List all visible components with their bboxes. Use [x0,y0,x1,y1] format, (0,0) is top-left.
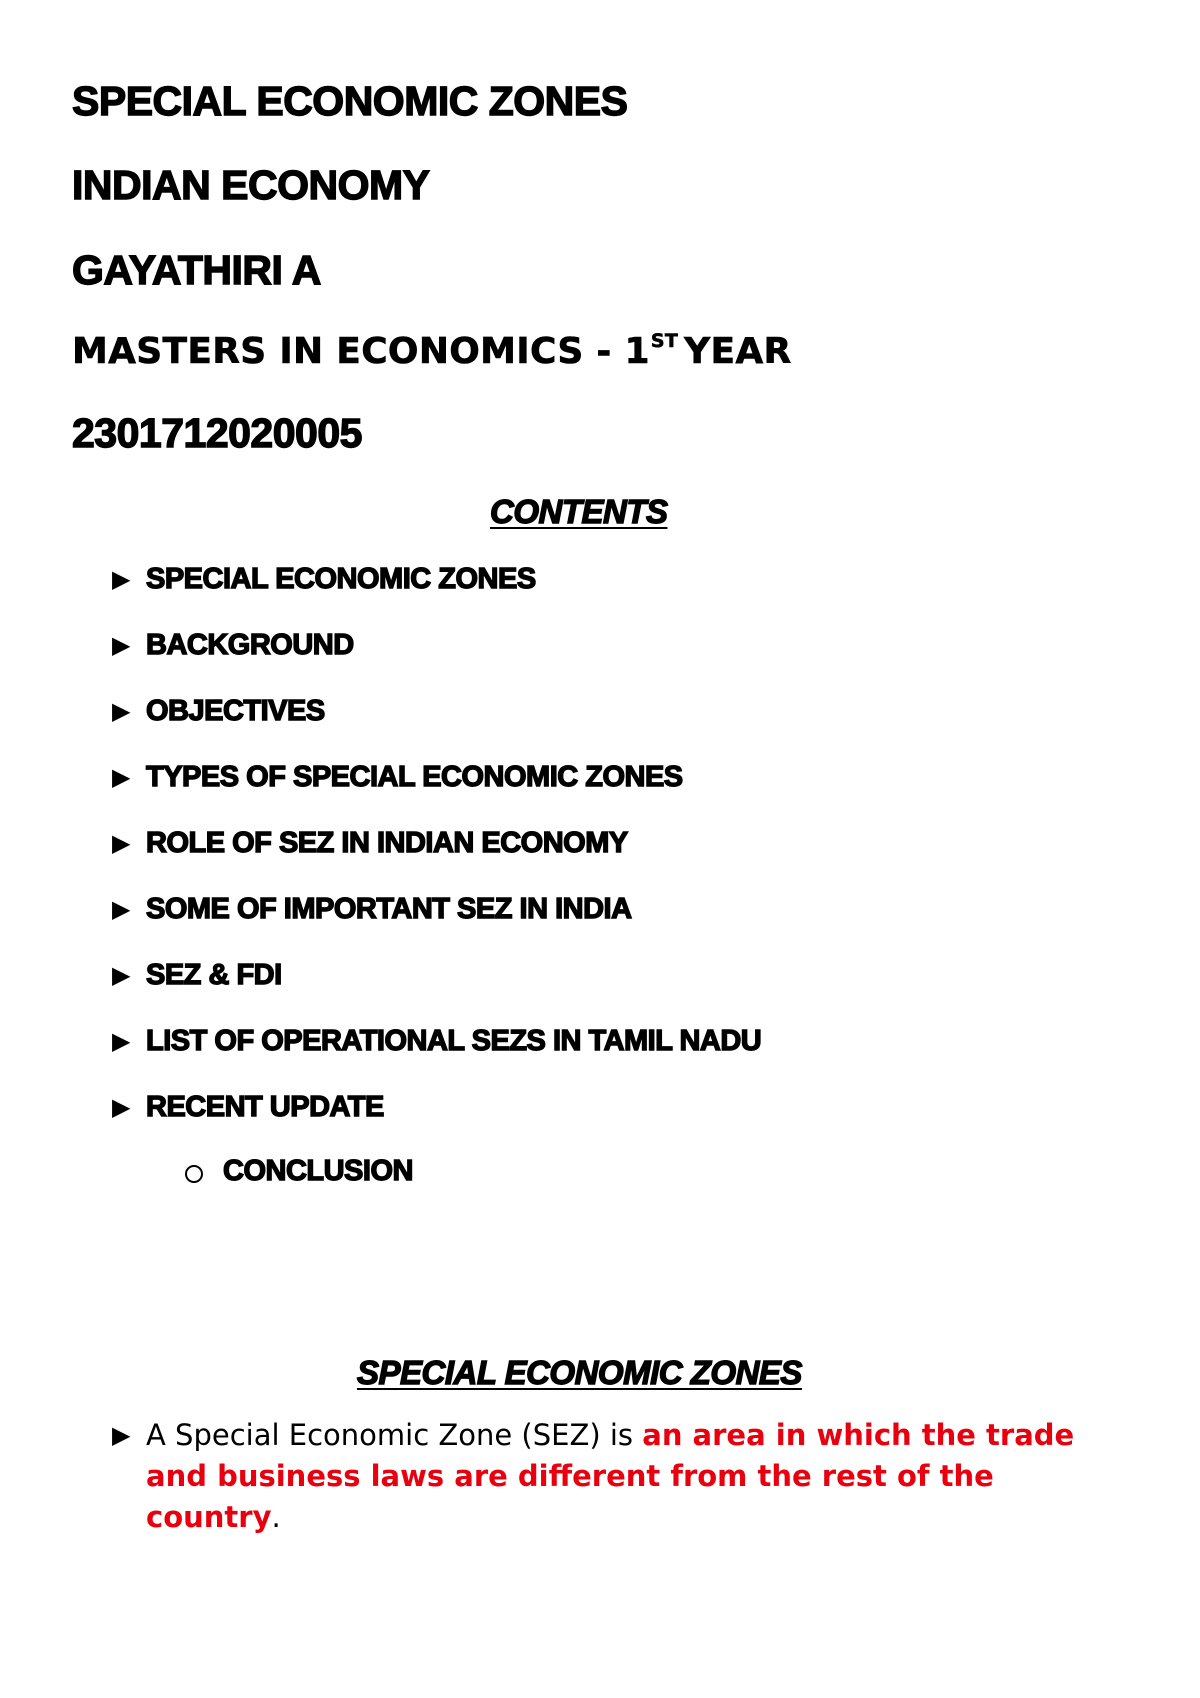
section-heading: SPECIAL ECONOMIC ZONES [357,1354,802,1391]
right-triangle-icon: ▶ [112,1093,131,1121]
contents-item-label: SEZ & FDI [146,959,282,991]
right-triangle-icon: ▶ [112,829,131,857]
contents-item [112,628,761,694]
definition-text [146,1415,1092,1538]
definition-paragraph [112,1415,1092,1538]
contents-sub-item-label: CONCLUSION [223,1155,413,1187]
contents-item-label: SOME OF IMPORTANT SEZ IN INDIA [146,893,632,925]
definition-plain-text: A Special Economic Zone (SEZ) is [146,1418,643,1452]
contents-item-label: TYPES OF SPECIAL ECONOMIC ZONES [146,761,683,793]
course-superscript: ST [650,330,679,352]
contents-item-label: LIST OF OPERATIONAL SEZS IN TAMIL NADU [146,1025,762,1057]
contents-item-label: ROLE OF SEZ IN INDIAN ECONOMY [146,827,628,859]
right-triangle-icon: ▶ [112,631,131,659]
course-suffix: YEAR [684,331,792,372]
contents-item-label: SPECIAL ECONOMIC ZONES [146,563,536,595]
contents-item [112,1090,761,1156]
definition-end-text: . [271,1500,281,1534]
contents-item-label: RECENT UPDATE [146,1091,384,1123]
right-triangle-icon: ▶ [112,961,131,989]
contents-item-label: OBJECTIVES [146,695,325,727]
contents-item [112,694,761,760]
right-triangle-icon: ▶ [112,895,131,923]
right-triangle-icon: ▶ [112,565,131,593]
contents-heading: CONTENTS [490,493,668,530]
contents-item [112,892,761,958]
contents-item [112,1024,761,1090]
right-triangle-icon: ▶ [112,697,131,725]
contents-item [112,562,761,628]
document-author: GAYATHIRI A [72,247,321,293]
contents-sub-item [185,1155,413,1188]
document-title: SPECIAL ECONOMIC ZONES [72,78,628,124]
right-triangle-icon: ▶ [112,1027,131,1055]
document-course [72,330,792,372]
contents-item [112,826,761,892]
document-roll-number: 2301712020005 [72,410,362,456]
right-triangle-icon: ▶ [112,763,131,791]
contents-item [112,958,761,1024]
contents-list [112,562,761,1156]
document-subject: INDIAN ECONOMY [72,162,430,208]
definition-highlight-text: an area in which the trade and business laws are different from the rest of the country [146,1418,1075,1534]
course-prefix: MASTERS IN ECONOMICS - 1 [72,331,650,372]
contents-item-label: BACKGROUND [146,629,354,661]
contents-item [112,760,761,826]
hollow-circle-icon [185,1165,203,1183]
right-triangle-icon: ▶ [112,1421,131,1449]
